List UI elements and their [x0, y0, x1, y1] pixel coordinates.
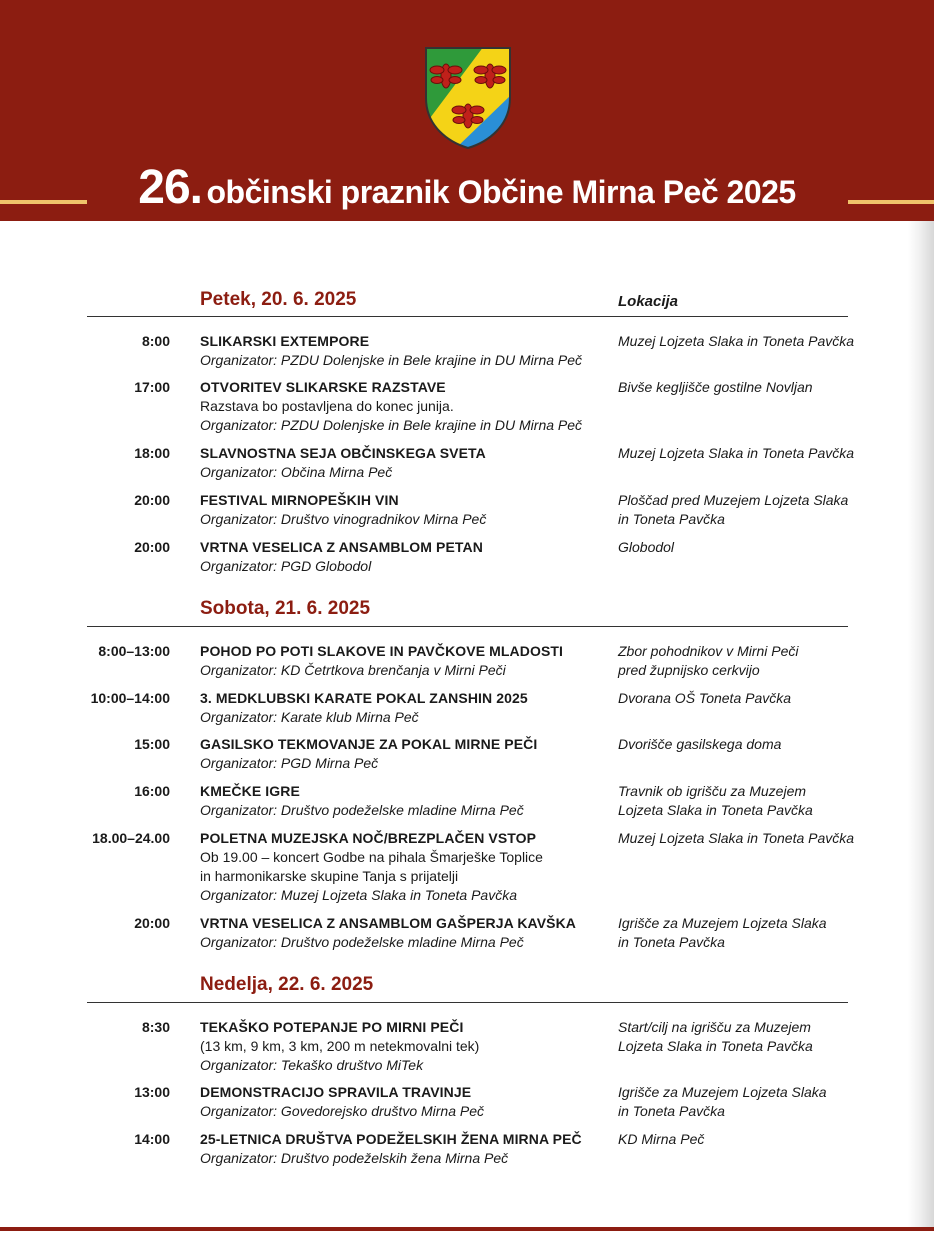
- event-location: [618, 829, 858, 848]
- event-time: 14:00: [134, 1131, 170, 1147]
- event-location: [618, 332, 858, 351]
- event-time: 18.00–24.00: [92, 830, 170, 846]
- event-location-line: Dvorana OŠ Toneta Pavčka: [618, 690, 792, 706]
- event-organizer: Organizator: Govedorejsko društvo Mirna Peč: [200, 1103, 485, 1119]
- event-time: 20:00: [134, 492, 170, 508]
- day-heading: Sobota, 21. 6. 2025: [200, 598, 371, 619]
- event-description: Ob 19.00 – koncert Godbe na pihala Šmarješke Toplice: [200, 849, 543, 865]
- event-details: [200, 642, 610, 680]
- event-location-line: Lojzeta Slaka in Toneta Pavčka: [618, 802, 813, 818]
- event-organizer: Organizator: KD Četrtkova brenčanja v Mirni Peči: [200, 662, 506, 678]
- event-location-line: Bivše kegljišče gostilne Novljan: [618, 379, 813, 395]
- event-location-line: in Toneta Pavčka: [618, 1103, 725, 1119]
- event-organizer: Organizator: PGD Mirna Peč: [200, 755, 379, 771]
- event-organizer: Organizator: Občina Mirna Peč: [200, 464, 393, 480]
- event-title: POHOD PO POTI SLAKOVE IN PAVČKOVE MLADOSTI: [200, 643, 564, 659]
- event-title: 25-LETNICA DRUŠTVA PODEŽELSKIH ŽENA MIRNA PEČ: [200, 1131, 582, 1147]
- event-details: [200, 332, 610, 370]
- event-organizer: Organizator: Društvo podeželskih žena Mirna Peč: [200, 1150, 509, 1166]
- event-time: 8:00: [141, 333, 170, 349]
- page-title: [0, 160, 934, 215]
- event-title: DEMONSTRACIJO SPRAVILA TRAVINJE: [200, 1084, 472, 1100]
- event-time: 8:00–13:00: [98, 643, 170, 659]
- page-title-number: 26.: [138, 161, 203, 214]
- event-location-line: Lojzeta Slaka in Toneta Pavčka: [618, 1038, 813, 1054]
- event-location: [618, 1018, 858, 1056]
- event-organizer: Organizator: Društvo vinogradnikov Mirna Peč: [200, 511, 487, 527]
- event-location-line: in Toneta Pavčka: [618, 934, 725, 950]
- event-location-line: Muzej Lojzeta Slaka in Toneta Pavčka: [618, 445, 855, 461]
- event-details: [200, 735, 610, 773]
- event-location: [618, 914, 858, 952]
- event-location-line: in Toneta Pavčka: [618, 511, 725, 527]
- day-divider: [87, 626, 848, 627]
- event-location-line: Igrišče za Muzejem Lojzeta Slaka: [618, 1084, 827, 1100]
- event-details: [200, 914, 610, 952]
- event-details: [200, 782, 610, 820]
- event-location: [618, 735, 858, 754]
- event-title: VRTNA VESELICA Z ANSAMBLOM GAŠPERJA KAVŠKA: [200, 915, 576, 931]
- event-location: [618, 538, 858, 557]
- event-details: [200, 378, 610, 435]
- event-time: 8:30: [141, 1019, 170, 1035]
- event-location-line: Ploščad pred Muzejem Lojzeta Slaka: [618, 492, 849, 508]
- event-organizer: Organizator: Karate klub Mirna Peč: [200, 709, 419, 725]
- event-details: [200, 491, 610, 529]
- event-time: 18:00: [134, 445, 170, 461]
- event-details: [200, 1083, 610, 1121]
- day-heading: Nedelja, 22. 6. 2025: [200, 974, 374, 995]
- event-location: [618, 782, 858, 820]
- location-column-header: Lokacija: [618, 293, 679, 310]
- event-details: [200, 444, 610, 482]
- event-time: 15:00: [134, 736, 170, 752]
- event-location-line: Muzej Lojzeta Slaka in Toneta Pavčka: [618, 333, 855, 349]
- event-details: [200, 1130, 610, 1168]
- day-divider: [87, 1002, 848, 1003]
- event-location: [618, 491, 858, 529]
- event-time: 17:00: [134, 379, 170, 395]
- event-time: 20:00: [134, 539, 170, 555]
- event-location-line: Igrišče za Muzejem Lojzeta Slaka: [618, 915, 827, 931]
- event-title: 3. MEDKLUBSKI KARATE POKAL ZANSHIN 2025: [200, 690, 528, 706]
- event-description: (13 km, 9 km, 3 km, 200 m netekmovalni tek): [200, 1038, 480, 1054]
- event-time: 16:00: [134, 783, 170, 799]
- event-details: [200, 689, 610, 727]
- event-title: TEKAŠKO POTEPANJE PO MIRNI PEČI: [200, 1019, 464, 1035]
- event-title: KMEČKE IGRE: [200, 783, 300, 799]
- event-time: 20:00: [134, 915, 170, 931]
- event-location: [618, 444, 858, 463]
- event-organizer: Organizator: Tekaško društvo MiTek: [200, 1057, 424, 1073]
- event-time: 13:00: [134, 1084, 170, 1100]
- event-location: [618, 689, 858, 708]
- event-title: FESTIVAL MIRNOPEŠKIH VIN: [200, 492, 399, 508]
- event-time: 10:00–14:00: [90, 690, 170, 706]
- event-organizer: Organizator: Društvo podeželske mladine Mirna Peč: [200, 802, 524, 818]
- event-title: VRTNA VESELICA Z ANSAMBLOM PETAN: [200, 539, 483, 555]
- event-organizer: Organizator: Muzej Lojzeta Slaka in Toneta Pavčka: [200, 887, 517, 903]
- event-location-line: Start/cilj na igrišču za Muzejem: [618, 1019, 811, 1035]
- page-title-text: občinski praznik Občine Mirna Peč 2025: [206, 174, 796, 210]
- event-location: [618, 378, 858, 397]
- event-title: SLIKARSKI EXTEMPORE: [200, 333, 370, 349]
- event-location-line: Dvorišče gasilskega doma: [618, 736, 782, 752]
- event-location: [618, 1083, 858, 1121]
- event-title: OTVORITEV SLIKARSKE RAZSTAVE: [200, 379, 446, 395]
- event-location-line: Globodol: [618, 539, 675, 555]
- footer-rule: [0, 1227, 934, 1231]
- event-location-line: Muzej Lojzeta Slaka in Toneta Pavčka: [618, 830, 855, 846]
- event-description: Razstava bo postavljena do konec junija.: [200, 398, 454, 414]
- event-description: in harmonikarske skupine Tanja s prijatelji: [200, 868, 459, 884]
- event-title: GASILSKO TEKMOVANJE ZA POKAL MIRNE PEČI: [200, 736, 538, 752]
- event-location: [618, 1130, 858, 1149]
- event-organizer: Organizator: Društvo podeželske mladine Mirna Peč: [200, 934, 524, 950]
- day-heading: Petek, 20. 6. 2025: [200, 289, 357, 310]
- event-location-line: Zbor pohodnikov v Mirni Peči: [618, 643, 799, 659]
- event-details: [200, 829, 610, 905]
- event-details: [200, 1018, 610, 1075]
- event-organizer: Organizator: PGD Globodol: [200, 558, 372, 574]
- event-organizer: Organizator: PZDU Dolenjske in Bele krajine in DU Mirna Peč: [200, 352, 583, 368]
- event-title: POLETNA MUZEJSKA NOČ/BREZPLAČEN VSTOP: [200, 830, 537, 846]
- day-divider: [87, 316, 848, 317]
- event-organizer: Organizator: PZDU Dolenjske in Bele krajine in DU Mirna Peč: [200, 417, 583, 433]
- event-location-line: pred župnijsko cerkvijo: [618, 662, 760, 678]
- event-location-line: KD Mirna Peč: [618, 1131, 705, 1147]
- coat-of-arms-icon: [424, 46, 512, 150]
- event-details: [200, 538, 610, 576]
- event-title: SLAVNOSTNA SEJA OBČINSKEGA SVETA: [200, 445, 486, 461]
- page-edge-shadow: [908, 221, 934, 1227]
- event-location: [618, 642, 858, 680]
- event-location-line: Travnik ob igrišču za Muzejem: [618, 783, 807, 799]
